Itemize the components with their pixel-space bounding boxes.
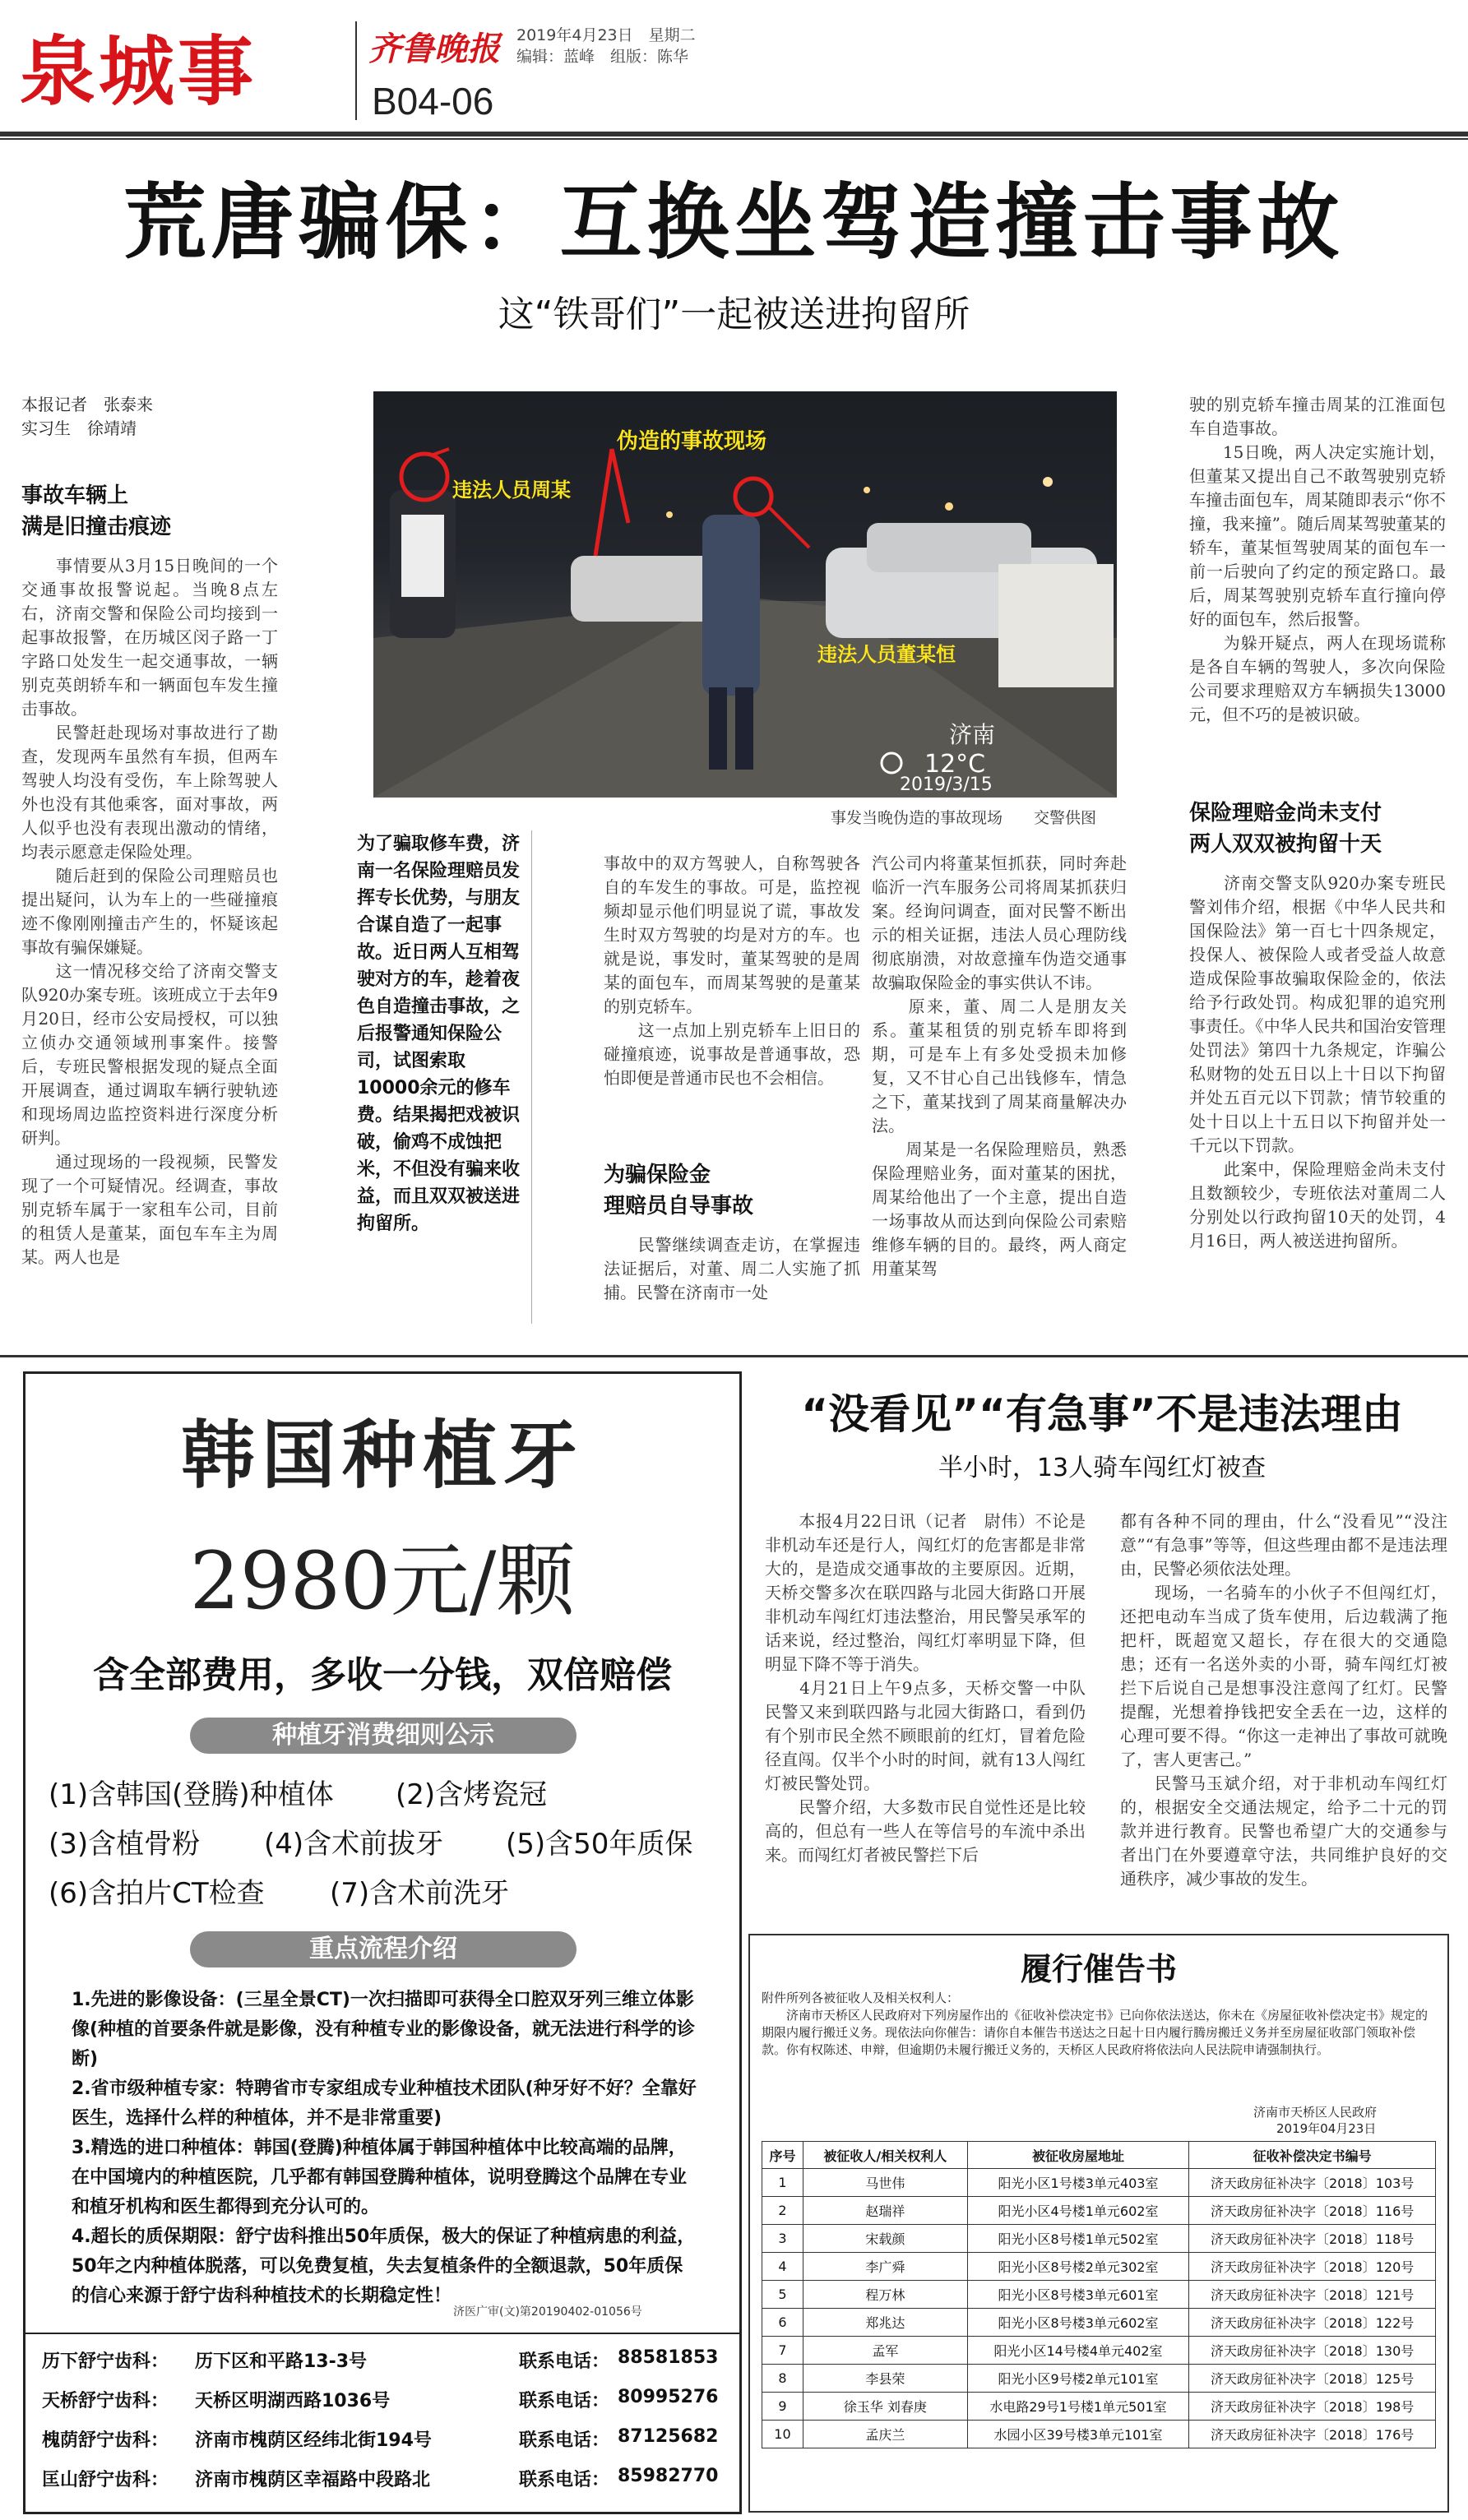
table-cell: 郑兆达 bbox=[803, 2309, 967, 2337]
table-row bbox=[762, 2253, 1436, 2281]
clinic-tel: 87125682 bbox=[618, 2426, 719, 2447]
table-cell: 孟庆兰 bbox=[803, 2421, 967, 2448]
notice-title: 履行催告书 bbox=[1020, 1951, 1177, 1987]
table-cell: 济天政房征补决字〔2018〕125号 bbox=[1189, 2365, 1436, 2393]
table-row bbox=[762, 2365, 1436, 2393]
table-cell: 阳光小区8号楼3单元602室 bbox=[967, 2309, 1189, 2337]
table-row bbox=[762, 2393, 1436, 2421]
table-cell: 赵瑞祥 bbox=[803, 2197, 967, 2225]
notice-table bbox=[762, 2141, 1436, 2448]
table-row bbox=[762, 2421, 1436, 2448]
section-rule bbox=[0, 1355, 1468, 1357]
page-code: B04-06 bbox=[372, 80, 494, 123]
ad-flow-text: 1.先进的影像设备：(三星全景CT)一次扫描即可获得全口腔双牙列三维立体影像(种植的首要条件就是影像，没有种植专业的影像设备，就无法进行科学的诊断) 2.省市级种植专家：特聘省市专家组成专业种植技术团队(种牙好不好？全靠好医生，选择什么样的种植体，并不是非常重要) 3.精选的进口种植体：韩国(登腾)种植体属于韩国种植体中比较高端的品牌，在中国境内的种植医院，几乎都有韩国登腾种植体，说明登腾这个品牌在专业和植牙机构和医生都得到充分认可的。 4.超长的质保期限：舒宁齿科推出50年质保，极大的保证了种植病患的利益，50年之内种植体脱落，可以免费复植，失去复植条件的全额退款，50年质保的信心来源于舒宁齿科种植技术的长期稳定性！ bbox=[72, 1990, 697, 2306]
clinic-tel: 80995276 bbox=[618, 2387, 719, 2407]
clinic-tel-label: 联系电话： bbox=[519, 2351, 610, 2372]
table-cell: 7 bbox=[762, 2337, 803, 2365]
ad-title: 韩国种植牙 bbox=[181, 1413, 584, 1499]
table-cell: 水电路29号1号楼1单元501室 bbox=[967, 2393, 1189, 2421]
clinic-tel-label: 联系电话： bbox=[519, 2430, 610, 2451]
article1-column-4: 汽公司内将董某恒抓获，同时奔赴临沂一汽车服务公司将周某抓获归案。经询问调查，面对民警不断出示的相关证据，违法人员心理防线彻底崩溃，对故意撞车伪造交通事故骗取保险金的事实供认不讳。 原来，董、周二人是朋友关系。董某租赁的别克轿车即将到期，可是车上有多处受损未加修复，又不甘心自己出钱修车，情急之下，董某找到了周某商量解决办法。 周某是一名保险理赔员，熟悉保险理赔业务，面对董某的困扰，周某给他出了一个主意，提出自造一场事故从而达到向保险公司索赔维修车辆的目的。最终，两人商定用董某驾 bbox=[872, 853, 1127, 1278]
issue-date: 2019年4月23日 星期二 bbox=[516, 26, 696, 44]
table-row bbox=[762, 2281, 1436, 2309]
article1-column-1: 事情要从3月15日晚间的一个交通事故报警说起。当晚8点左右，济南交警和保险公司均接到一起事故报警，在历城区闵子路一丁字路口处发生一起交通事故，一辆别克英朗轿车和一辆面包车发生撞击事故。 民警赶赴现场对事故进行了勘查，发现两车虽然有车损，但两车驾驶人均没有受伤，车上除驾驶人外也没有其他乘客，面对事故，两人似乎也没有表现出激动的情绪，均表示愿意走保险处理。 随后赶到的保险公司理赔员也提出疑问，认为车上的一些碰撞痕迹不像刚刚撞击产生的，怀疑该起事故有骗保嫌疑。 这一情况移交给了济南交警支队920办案专班。该班成立于去年9月20日，经市公安局授权，可以独立侦办交通领域刑事案件。接警后，专班民警根据发现的疑点全面开展调查，通过调取车辆行驶轨迹和现场周边监控资料进行深度分析研判。 通过现场的一段视频，民警发现了一个可疑情况。经调查，事故别克轿车属于一家租车公司，目前的租赁人是董某，面包车车主为周某。两人也是 bbox=[21, 556, 278, 1267]
news-photo bbox=[373, 391, 1117, 798]
clinic-tel-label: 联系电话： bbox=[519, 2391, 610, 2411]
article2-title: “没看见”“有急事”不是违法理由 bbox=[801, 1390, 1403, 1438]
byline-intern: 实习生 徐靖靖 bbox=[21, 418, 137, 438]
header-divider bbox=[355, 21, 357, 120]
article1-column-5: 驶的别克轿车撞击周某的江淮面包车自造事故。 15日晚，两人决定实施计划，但董某又提出自己不敢驾驶别克轿车撞击面包车，周某随即表示“你不撞，我来撞”。随后周某驾驶董某的轿车，董某恒驾驶周某的面包车一前一后驶向了约定的预定路口。最后，周某驾驶别克轿车直行撞向停好的面包车，然后报警。 为躲开疑点，两人在现场谎称是各自车辆的驾驶人，多次向保险公司要求理赔双方车辆损失13000元，但不巧的是被识破。 bbox=[1189, 395, 1446, 724]
column-header: 序号 bbox=[762, 2142, 803, 2169]
table-cell: 1 bbox=[762, 2169, 803, 2197]
subhead-1: 事故车辆上 满是旧撞击痕迹 bbox=[21, 483, 172, 539]
article2-subtitle: 半小时，13人骑车闯红灯被查 bbox=[938, 1454, 1267, 1482]
table-cell: 济天政房征补决字〔2018〕116号 bbox=[1189, 2197, 1436, 2225]
table-cell: 阳光小区8号楼3单元601室 bbox=[967, 2281, 1189, 2309]
clinic-address: 济南市槐荫区幸福路中段路北 bbox=[195, 2470, 431, 2490]
header-rule bbox=[0, 132, 1468, 136]
table-row bbox=[762, 2197, 1436, 2225]
header-rule-thin bbox=[0, 138, 1468, 140]
subhead-2: 为骗保险金 理赔员自导事故 bbox=[604, 1163, 754, 1218]
article1-column-3b: 民警继续调查走访，在掌握违法证据后，对董、周二人实施了抓捕。民警在济南市一处 bbox=[604, 1235, 860, 1302]
table-cell: 济天政房征补决字〔2018〕176号 bbox=[1189, 2421, 1436, 2448]
table-cell: 孟军 bbox=[803, 2337, 967, 2365]
table-cell: 阳光小区9号楼2单元101室 bbox=[967, 2365, 1189, 2393]
ad-item: (6)含拍片CT检查 bbox=[49, 1877, 265, 1910]
ad-item: (7)含术前洗牙 bbox=[330, 1877, 510, 1910]
dental-ad bbox=[23, 1371, 742, 2514]
clinic-address: 济南市槐荫区经纬北街194号 bbox=[195, 2430, 432, 2451]
ad-price: 2980元/颗 bbox=[189, 1535, 576, 1627]
table-cell: 李广舜 bbox=[803, 2253, 967, 2281]
table-cell: 4 bbox=[762, 2253, 803, 2281]
clinic-row bbox=[42, 2347, 725, 2387]
clinic-tel-label: 联系电话： bbox=[519, 2470, 610, 2490]
ad-banner-rules: 种植牙消费细则公示 bbox=[190, 1718, 577, 1754]
editors-line: 编辑：蓝峰 组版：陈华 bbox=[516, 48, 689, 66]
photo-label-person1: 违法人员周某 bbox=[452, 479, 571, 502]
table-cell: 2 bbox=[762, 2197, 803, 2225]
table-cell: 8 bbox=[762, 2365, 803, 2393]
newspaper-logo: 齐鲁晚报 bbox=[368, 30, 500, 68]
clinic-address: 天桥区明湖西路1036号 bbox=[195, 2391, 391, 2411]
table-cell: 阳光小区8号楼1单元502室 bbox=[967, 2225, 1189, 2253]
table-cell: 3 bbox=[762, 2225, 803, 2253]
byline bbox=[21, 393, 153, 441]
clinic-tel: 85982770 bbox=[618, 2466, 719, 2486]
table-cell: 9 bbox=[762, 2393, 803, 2421]
notice-date: 2019年04月23日 bbox=[1276, 2121, 1377, 2136]
table-cell: 济天政房征补决字〔2018〕130号 bbox=[1189, 2337, 1436, 2365]
photo-label-scene: 伪造的事故现场 bbox=[617, 429, 767, 454]
table-cell: 徐玉华 刘春庚 bbox=[803, 2393, 967, 2421]
clinic-row bbox=[42, 2426, 725, 2466]
ad-banner-flow: 重点流程介绍 bbox=[190, 1931, 577, 1967]
clinic-row bbox=[42, 2466, 725, 2505]
table-cell: 济天政房征补决字〔2018〕198号 bbox=[1189, 2393, 1436, 2421]
table-cell: 10 bbox=[762, 2421, 803, 2448]
ad-item: (3)含植骨粉 bbox=[49, 1828, 201, 1861]
clinic-name: 天桥舒宁齿科： bbox=[42, 2391, 169, 2411]
byline-reporter: 本报记者 张泰来 bbox=[21, 395, 153, 414]
lead-summary-box bbox=[357, 830, 521, 1258]
ad-slogan: 含全部费用，多收一分钱，双倍赔偿 bbox=[93, 1654, 672, 1696]
table-cell: 济天政房征补决字〔2018〕120号 bbox=[1189, 2253, 1436, 2281]
masthead-title: 泉城事 bbox=[20, 28, 257, 116]
clinic-tel: 88581853 bbox=[618, 2347, 719, 2368]
clinic-name: 槐荫舒宁齿科： bbox=[42, 2430, 169, 2451]
table-cell: 马世伟 bbox=[803, 2169, 967, 2197]
table-cell: 程万林 bbox=[803, 2281, 967, 2309]
main-subheadline: 这“铁哥们”一起被送进拘留所 bbox=[498, 294, 970, 335]
subhead-3: 保险理赔金尚未支付 两人双双被拘留十天 bbox=[1189, 801, 1382, 857]
photo-label-person2: 违法人员董某恒 bbox=[817, 643, 956, 666]
clinic-address: 历下区和平路13-3号 bbox=[195, 2351, 368, 2372]
article1-column-3: 事故中的双方驾驶人，自称驾驶各自的车发生的事故。可是，监控视频却显示他们明显说了谎，事故发生时双方驾驶的均是对方的车。也就是说，事发时，董某驾驶的是周某的面包车，而周某驾驶的是董某的别克轿车。 这一点加上别克轿车上旧日的碰撞痕迹，说事故是普通事故，恐怕即便是普通市民也不会相信。 bbox=[604, 853, 860, 1088]
column-header: 被征收房屋地址 bbox=[967, 2142, 1189, 2169]
clinic-row bbox=[42, 2387, 725, 2426]
ad-item: (2)含烤瓷冠 bbox=[396, 1778, 548, 1811]
table-cell: 济天政房征补决字〔2018〕122号 bbox=[1189, 2309, 1436, 2337]
table-cell: 李县荣 bbox=[803, 2365, 967, 2393]
table-cell: 阳光小区1号楼3单元403室 bbox=[967, 2169, 1189, 2197]
table-header-row bbox=[762, 2142, 1436, 2169]
table-row bbox=[762, 2169, 1436, 2197]
ad-item: (4)含术前拔牙 bbox=[264, 1828, 444, 1861]
column-divider bbox=[531, 830, 532, 1324]
table-cell: 济天政房征补决字〔2018〕103号 bbox=[1189, 2169, 1436, 2197]
column-header: 被征收人/相关权利人 bbox=[803, 2142, 967, 2169]
clinic-name: 匡山舒宁齿科： bbox=[42, 2470, 169, 2490]
table-cell: 阳光小区14号楼4单元402室 bbox=[967, 2337, 1189, 2365]
article2-column-2: 都有各种不同的理由，什么“没看见”“没注意”“有急事”等等，但这些理由都不是违法理由，民警必须依法处理。 现场，一名骑车的小伙子不但闯红灯，还把电动车当成了货车使用，后边载满了拖把杆，既超宽又超长，存在很大的交通隐患；还有一名送外卖的小哥，骑车闯红灯被拦下后说自己是想事没注意闯了红灯。民警提醒，光想着挣钱把安全丢在一边，这样的心理可要不得。“你这一走神出了事故可就晚了，害人更害己。” 民警马玉斌介绍，对于非机动车闯红灯的，根据安全交通法规定，给予二十元的罚款并进行教育。民警也希望广大的交通参与者出门在外要遵章守法，共同维护良好的交通秩序，减少事故的发生。 bbox=[1120, 1511, 1447, 1889]
photo-overlay-city: 济南 bbox=[949, 721, 996, 748]
table-cell: 宋载颜 bbox=[803, 2225, 967, 2253]
ad-item: (1)含韩国(登腾)种植体 bbox=[49, 1778, 334, 1811]
clinic-name: 历下舒宁齿科： bbox=[42, 2351, 169, 2372]
table-cell: 济天政房征补决字〔2018〕118号 bbox=[1189, 2225, 1436, 2253]
notice-table-wrap bbox=[762, 2141, 1436, 2448]
table-row bbox=[762, 2309, 1436, 2337]
article1-column-5b: 济南交警支队920办案专班民警刘伟介绍，根据《中华人民共和国保险法》第一百七十四条规定，投保人、被保险人或者受益人故意造成保险事故骗取保险金的，依法给予行政处罚。构成犯罪的追究刑事责任。《中华人民共和国治安管理处罚法》第四十九条规定，诈骗公私财物的处五日以上十日以下拘留并处五百元以下罚款；情节较重的处十日以上十五日以下拘留并处一千元以下罚款。 此案中，保险理赔金尚未支付且数额较少，专班依法对董周二人分别处以行政拘留10天的处罚，4月16日，两人被送进拘留所。 bbox=[1189, 873, 1446, 1251]
photo-overlay-temp: 12°C bbox=[924, 750, 986, 779]
column-header: 征收补偿决定书编号 bbox=[1189, 2142, 1436, 2169]
table-cell: 济天政房征补决字〔2018〕121号 bbox=[1189, 2281, 1436, 2309]
table-row bbox=[762, 2225, 1436, 2253]
table-cell: 阳光小区4号楼1单元602室 bbox=[967, 2197, 1189, 2225]
table-row bbox=[762, 2337, 1436, 2365]
table-cell: 6 bbox=[762, 2309, 803, 2337]
ad-divider bbox=[25, 2333, 739, 2334]
table-cell: 5 bbox=[762, 2281, 803, 2309]
urging-notice bbox=[748, 1934, 1449, 2513]
ad-item: (5)含50年质保 bbox=[506, 1828, 693, 1861]
photo-caption: 事发当晚伪造的事故现场 交警供图 bbox=[831, 809, 1097, 827]
notice-intro: 附件所列各被征收人及相关权利人： 济南市天桥区人民政府对下列房屋作出的《征收补偿决定书》已向你依法送达，你未在《房屋征收补偿决定书》规定的期限内履行搬迁义务。现依法向你催告：请你自本催告书送达之日起十日内履行腾房搬迁义务并至房屋征收部门领取补偿款。你有权陈述、申辩，但逾期仍未履行搬迁义务的，天桥区人民政府将依法向人民法院申请强制执行。 bbox=[762, 1991, 1429, 2057]
table-cell: 阳光小区8号楼2单元302室 bbox=[967, 2253, 1189, 2281]
clinic-list bbox=[42, 2347, 725, 2505]
ad-license: 济医广审(文)第20190402-01056号 bbox=[453, 2305, 642, 2319]
notice-signer: 济南市天桥区人民政府 bbox=[1253, 2105, 1378, 2120]
lead-summary: 为了骗取修车费，济南一名保险理赔员发挥专长优势，与朋友合谋自造了一起事故。近日两人互相驾驶对方的车，趁着夜色自造撞击事故，之后报警通知保险公司，试图索取10000余元的修车费。结果揭把戏被识破，偷鸡不成蚀把米，不但没有骗来收益，而且双双被送进拘留所。 bbox=[357, 834, 521, 1234]
photo-overlay-date: 2019/3/15 bbox=[900, 774, 993, 795]
main-headline: 荒唐骗保：互换坐驾造撞击事故 bbox=[123, 174, 1345, 270]
table-cell: 水园小区39号楼3单元101室 bbox=[967, 2421, 1189, 2448]
article2-column-1: 本报4月22日讯（记者 尉伟）不论是非机动车还是行人，闯红灯的危害都是非常大的，是造成交通事故的主要原因。近期，天桥交警多次在联四路与北园大街路口开展非机动车闯红灯违法整治，用民警吴承军的话来说，经过整治，闯红灯率明显下降，但明显下降不等于消失。 4月21日上午9点多，天桥交警一中队民警又来到联四路与北园大街路口，看到仍有个别市民全然不顾眼前的红灯，冒着危险径直闯。仅半个小时的时间，就有13人闯红灯被民警处罚。 民警介绍，大多数市民自觉性还是比较高的，但总有一些人在等信号的车流中杀出来。而闯红灯者被民警拦下后 bbox=[765, 1511, 1086, 1865]
